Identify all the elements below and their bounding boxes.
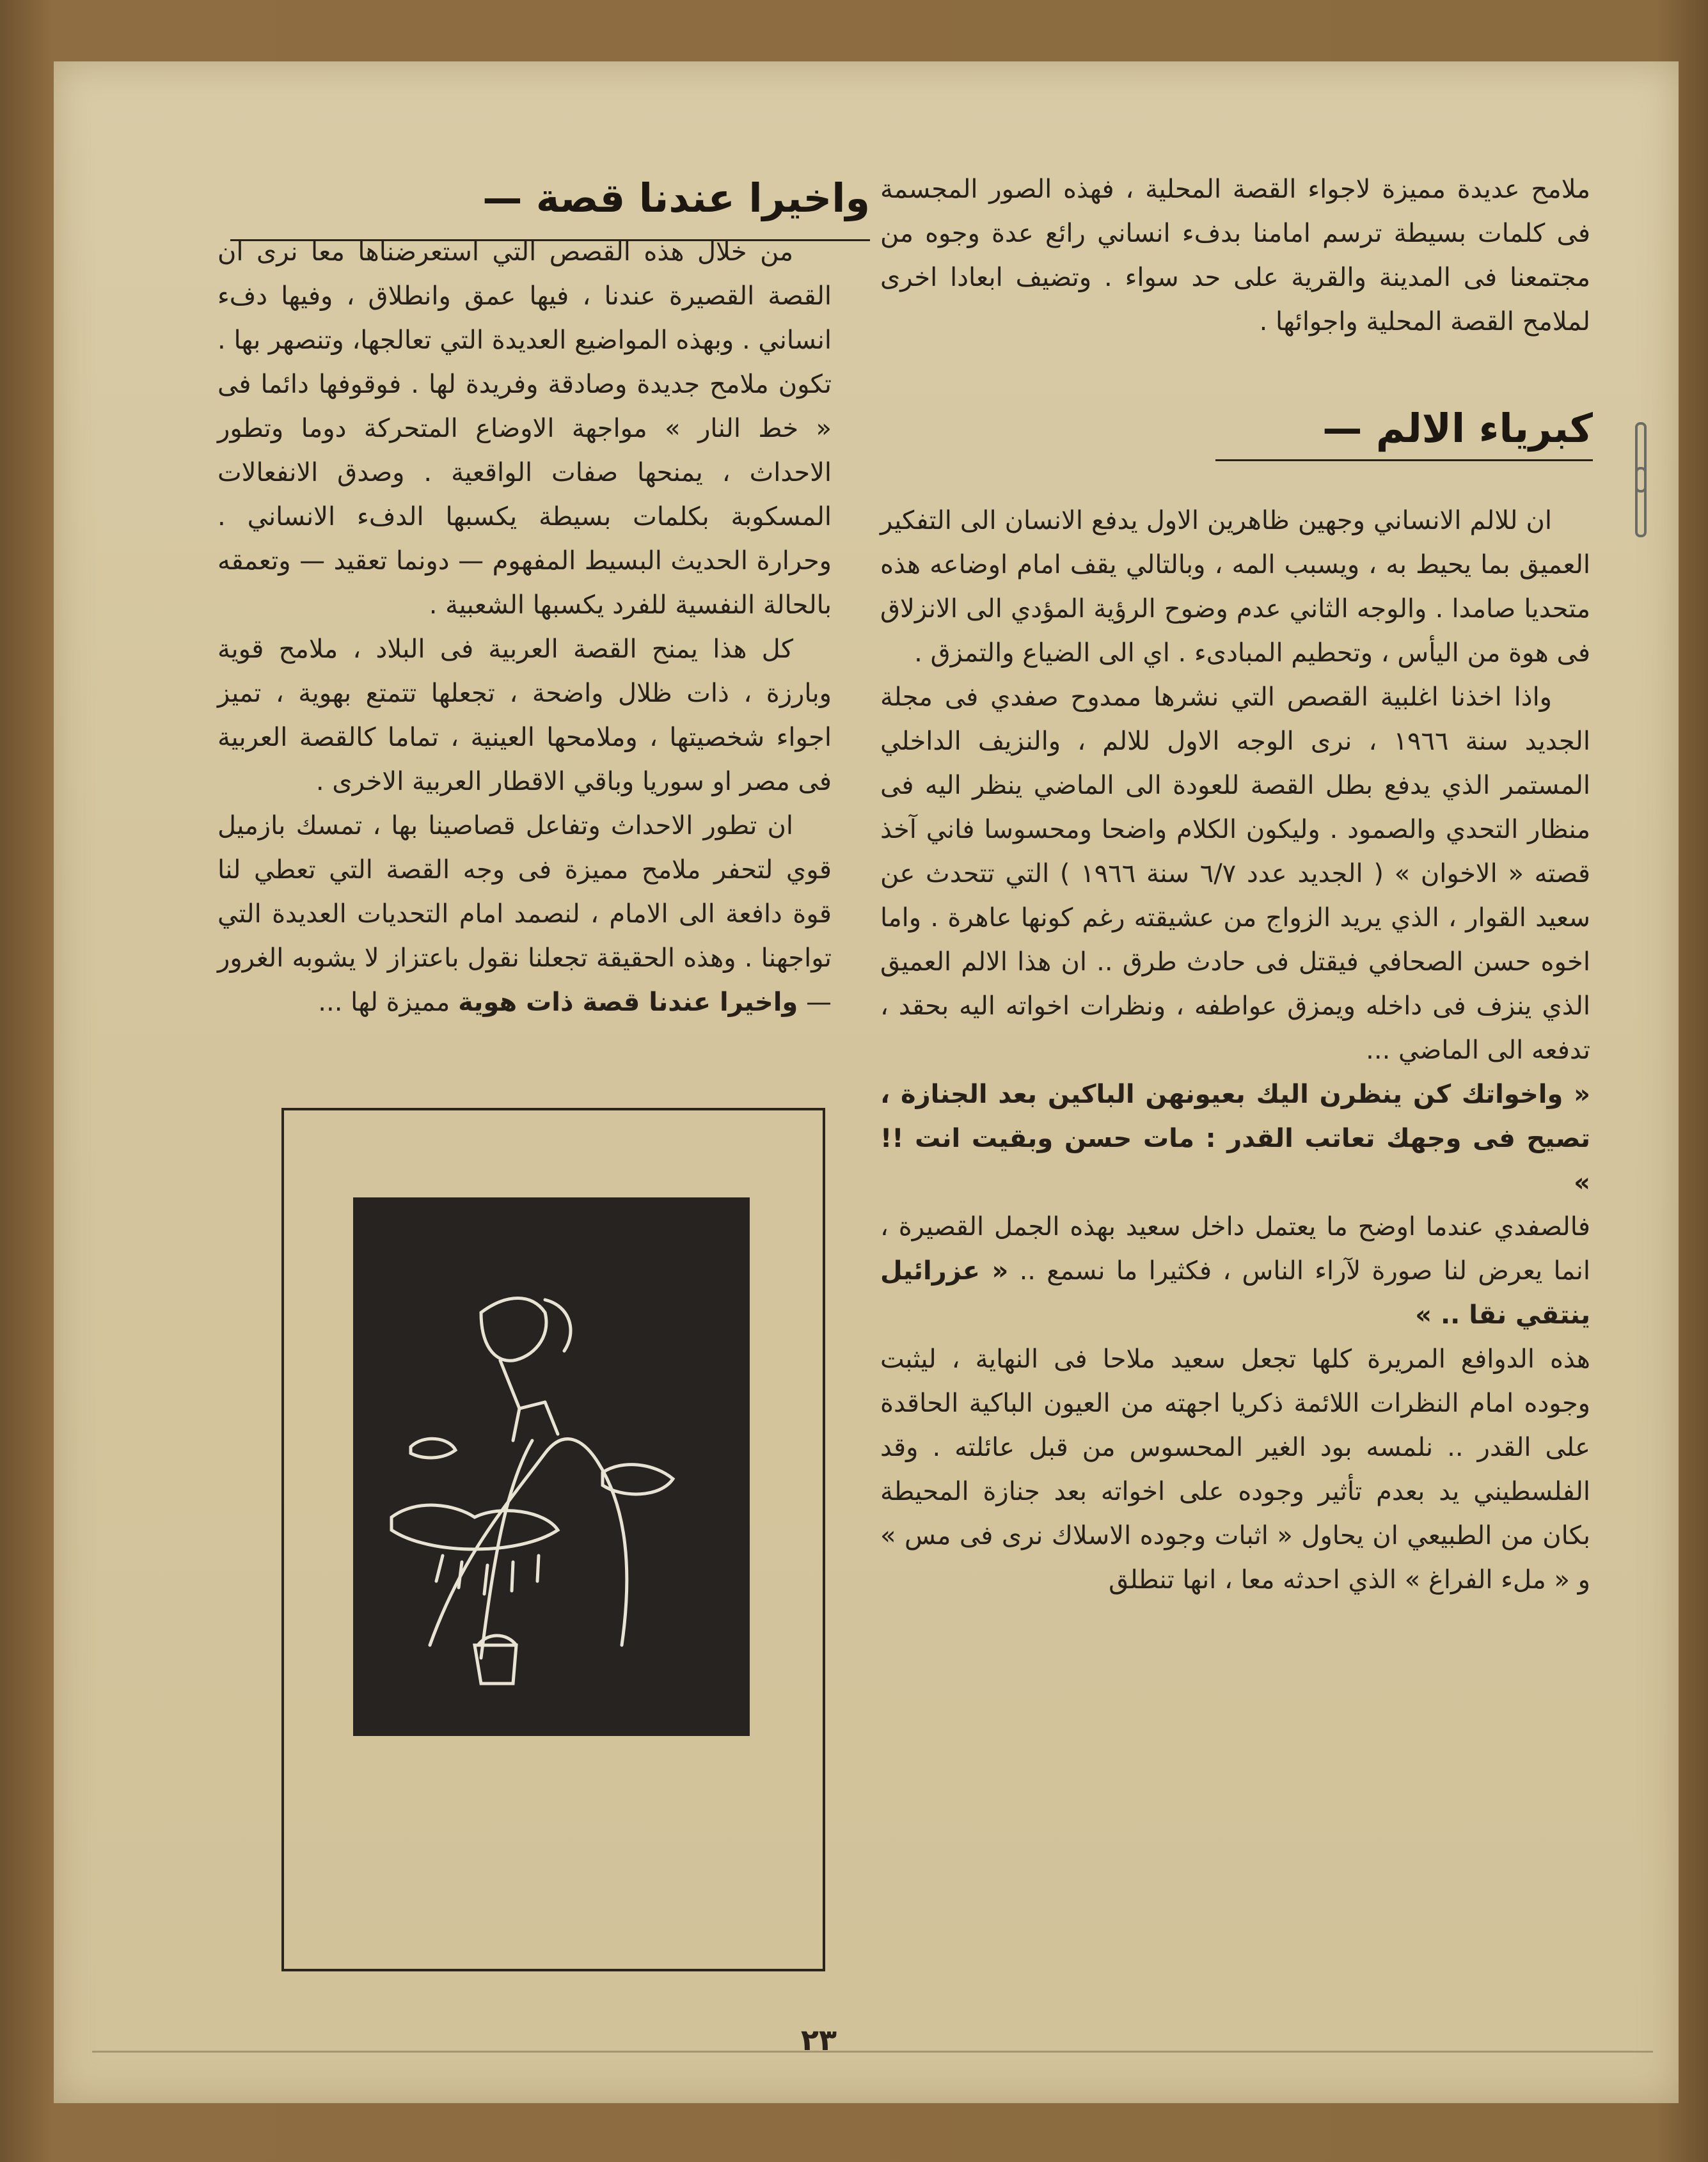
page-bottom-edge [92, 2051, 1653, 2110]
right-column-intro [880, 168, 1590, 344]
paragraph [217, 804, 832, 1025]
page-number: ٢٣ [800, 2023, 837, 2057]
paragraph: من خلال هذه القصص التي استعرضناها معا نرى ان القصة القصيرة عندنا ، فيها عمق وانطلاق ، وفيها دفء انساني . وبهذه المواضيع العديدة التي تعالجها، وتنصهر بها . تكون ملامح جديدة وصادقة وفريدة لها . فوقوفها دائما فى « خط النار » مواجهة الاوضاع المتحركة دوما وتطور الاحداث ، يمنحها صفات الواقعية . وصدق الانفعالات المسكوبة بكلمات بسيطة يكسبها الدفء الانساني . وحرارة الحديث البسيط المفهوم — دونما تعقيد — وتعمقه بالحالة النفسية للفرد يكسبها الشعبية . [217, 237, 832, 620]
text-span: فالصفدي عندما اوضح ما يعتمل داخل سعيد بهذه الجمل القصيرة ، انما يعرض لنا صورة لآراء الناس ، فكثيرا ما نسمع .. [880, 1212, 1591, 1286]
text-span: مميزة لها ... [318, 988, 450, 1017]
paragraph: ان للالم الانساني وجهين ظاهرين الاول يدفع الانسان الى التفكير العميق بما يحيط به ، ويسبب المه ، وبالتالي يقف امام اوضاعه هذه متحديا صامدا . والوجه الثاني عدم وضوح الرؤية المؤدي الى الانزلاق فى هوة من اليأس ، وتحطيم المبادىء . اي الى الضياع والتمزق . [880, 506, 1590, 668]
text-span: ان تطور الاحداث وتفاعل قصاصينا بها ، تمسك بازميل قوي لتحفر ملامح مميزة فى وجه القصة التي تعطي لنا قوة دافعة الى الامام ، لنصمد امام التحديات العديدة التي تواجهنا . وهذه الحقيقة تجعلنا نقول باعتزاز لا يشوبه الغرور — [217, 811, 832, 1017]
quote: « واخواتك كن ينظرن اليك بعيونهن الباكين بعد الجنازة ، تصيح فى وجهك تعاتب القدر : مات حسن وبقيت انت !! » [880, 1080, 1590, 1197]
heading-mid-rule [1215, 459, 1593, 461]
heading-finally-we-have-a-story: واخيرا عندنا قصة — [482, 175, 870, 221]
paragraph: هذه الدوافع المريرة كلها تجعل سعيد ملاحا فى النهاية ، ليثبت وجوده امام النظرات اللائمة ذكريا اجهته من العيون الباكية الحاقدة على القدر .. نلمسه بود الغير المحسوس من قبل عائلته . وقد الفلسطيني يد بعدم تأثير وجوده على اخواته بعد جنازة المحيطة بكان من الطبيعي ان يحاول « اثبات وجوده الاسلاك نرى فى مس » و « ملء الفراغ » الذي احدثه معا ، انها تنطلق [880, 1345, 1590, 1595]
paragraph [880, 1205, 1590, 1337]
left-column-body [217, 230, 832, 1025]
quote: « عزرائيل ينتقي نقا .. » [880, 1256, 1590, 1330]
paragraph: ملامح عديدة مميزة لاجواء القصة المحلية ، فهذه الصور المجسمة فى كلمات بسيطة ترسم امامنا بدفء انساني رائع عدة وجوه من مجتمعنا فى المدينة والقرية على حد سواء . وتضيف ابعادا اخرى لملامح القصة المحلية واجوائها . [880, 175, 1590, 336]
heading-pride-of-pain: كبرياء الالم — [1322, 405, 1593, 452]
right-column-body [880, 499, 1590, 1602]
woodcut-drawing [353, 1197, 750, 1736]
paragraph: واذا اخذنا اغلبية القصص التي نشرها ممدوح صفدي فى مجلة الجديد سنة ١٩٦٦ ، نرى الوجه الاول للالم ، والنزيف الداخلي المستمر الذي يدفع بطل القصة للعودة الى الماضي ينظر اليه فى منظار التحدي والصمود . وليكون الكلام واضحا ومحسوسا فاني آخذ قصته « الاخوان » ( الجديد عدد ٦/٧ سنة ١٩٦٦ ) التي تتحدث عن سعيد القوار ، الذي يريد الزواج من عشيقته رغم كونها عاهرة . واما اخوه حسن الصحافي فيقتل فى حادث طرق .. ان هذا الالم العميق الذي ينزف فى داخله ويمزق عواطفه ، ونظرات اخواته اليه بحقد ، تدفعه الى الماضي ... [880, 683, 1591, 1065]
staple-bottom [1635, 467, 1647, 537]
illustration-woodcut-image [353, 1197, 750, 1736]
bold-phrase: واخيرا عندنا قصة ذات هوية [458, 988, 798, 1017]
paragraph: كل هذا يمنح القصة العربية فى البلاد ، ملامح قوية وبارزة ، ذات ظلال واضحة ، تجعلها تتمتع بهوية ، تميز اجواء شخصيتها ، وملامحها العينية ، تماما كالقصة العربية فى مصر او سوريا وباقي الاقطار العربية الاخرى . [217, 635, 832, 796]
